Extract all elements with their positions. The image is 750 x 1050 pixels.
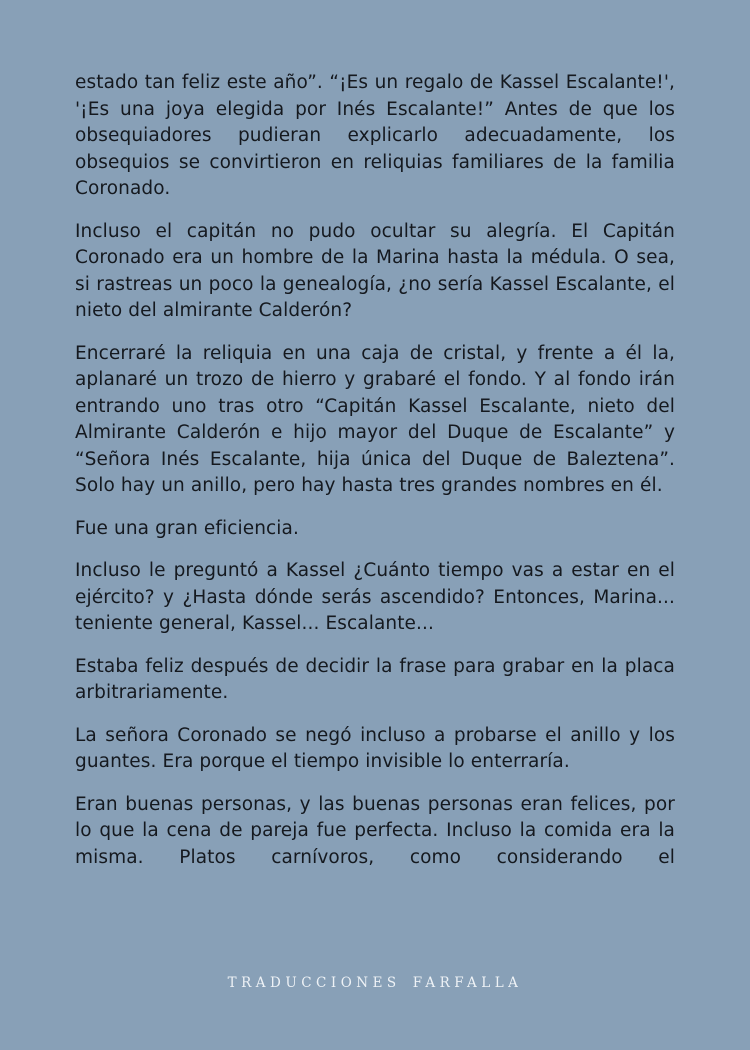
paragraph: Eran buenas personas, y las buenas personas eran felices, por lo que la cena de pareja fue perfecta. Incluso la comida era la misma. Platos carnívoros, como considerando el [75,793,675,868]
paragraph: Incluso el capitán no pudo ocultar su alegría. El Capitán Coronado era un hombre de la Marina hasta la médula. O sea, si rastreas un poco la genealogía, ¿no sería Kassel Escalante, el nieto del almirante Calderón? [75,220,675,321]
paragraph: Encerraré la reliquia en una caja de cristal, y frente a él la, aplanaré un trozo de hierro y grabaré el fondo. Y al fondo irán entrando uno tras otro “Capitán Kassel Escalante, nieto del Almirante Calderón e hijo mayor del Duque de Escalante” y “Señora Inés Escalante, hija única del Duque de Baleztena”. Solo hay un anillo, pero hay hasta tres grandes nombres en él. [75,342,675,496]
page-footer [0,975,750,991]
paragraph: La señora Coronado se negó incluso a probarse el anillo y los guantes. Era porque el tiempo invisible lo enterraría. [75,724,675,772]
page-body [75,70,675,871]
paragraph: Incluso le preguntó a Kassel ¿Cuánto tiempo vas a estar en el ejército? y ¿Hasta dónde serás ascendido? Entonces, Marina... teniente general, Kassel... Escalante... [75,560,675,634]
paragraph: Fue una gran eficiencia. [75,517,299,539]
footer-word-farfalla: FARFALLA [412,975,523,991]
paragraph: estado tan feliz este año”. “¡Es un regalo de Kassel Escalante!', '¡Es una joya elegida por Inés Escalante!” Antes de que los obsequiadores pudieran explicarlo adecuadamente, los obsequios se convirtieron en reliquias familiares de la familia Coronado. [75,72,675,199]
footer-word-traducciones: TRADUCCIONES [227,975,401,991]
paragraph: Estaba feliz después de decidir la frase para grabar en la placa arbitrariamente. [75,655,675,703]
